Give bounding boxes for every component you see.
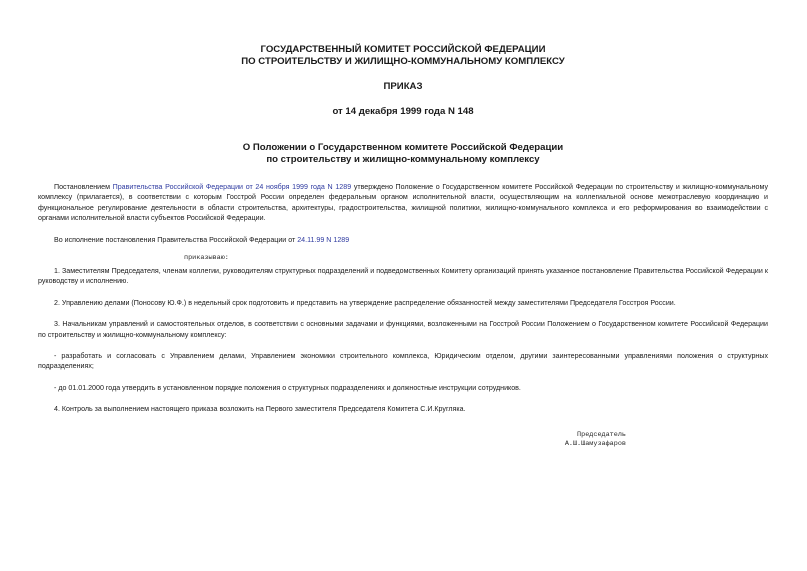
signature-position: Председатель xyxy=(577,430,626,439)
document-header xyxy=(38,44,768,165)
document-type: ПРИКАЗ xyxy=(383,81,423,92)
document-page xyxy=(38,44,768,451)
order-item-2: 2. Управлению делами (Поносову Ю.Ф.) в недельный срок подготовить и представить на утверждение распределение обязанностей между заместителями Председателя Госстроя России. xyxy=(54,298,676,307)
intro-text-pre: Постановлением xyxy=(54,183,113,191)
government-decree-link[interactable]: Правительства Российской Федерации от 24 ноября 1999 года N 1289 xyxy=(112,183,352,191)
orders-word: приказываю: xyxy=(184,254,229,263)
order-item-1: 1. Заместителям Председателя, членам коллегии, руководителям структурных подразделений и подведомственных Комитету организаций принять указанное постановление Правительства Российской Федерации к руководству и исполнению. xyxy=(38,267,768,286)
org-name-line2: ПО СТРОИТЕЛЬСТВУ И ЖИЛИЩНО-КОММУНАЛЬНОМУ КОМПЛЕКСУ xyxy=(241,55,565,67)
org-name-line1: ГОСУДАРСТВЕННЫЙ КОМИТЕТ РОССИЙСКОЙ ФЕДЕРАЦИИ xyxy=(260,44,546,55)
order-item-3: 3. Начальникам управлений и самостоятельных отделов, в соответствии с основными задачами и функциями, возложенными на Госстрой России Положением о Государственном комитете Российской Федерации по строительству и жилищно-коммунальному комплексу: xyxy=(38,320,768,339)
signature-block xyxy=(38,431,768,451)
order-item-4: 4. Контроль за выполнением настоящего приказа возложить на Первого заместителя Председателя Комитета С.И.Кругляка. xyxy=(54,405,466,414)
signature-name: А.Ш.Шамузафаров xyxy=(564,439,626,448)
order-item-3a: - разработать и согласовать с Управлением делами, Управлением экономики строительного комплекса, Юридическим отделом, другими заинтересованными управлениями положения о структурных подразделениях; xyxy=(38,352,768,371)
decree-date-link[interactable]: 24.11.99 N 1289 xyxy=(297,235,350,244)
execution-paragraph xyxy=(38,235,768,245)
document-date: от 14 декабря 1999 года N 148 xyxy=(332,105,474,117)
order-item-3b: - до 01.01.2000 года утвердить в установленном порядке положения о структурных подразделениях и должностные инструкции сотрудников. xyxy=(54,383,521,392)
document-title-line2: по строительству и жилищно-коммунальному комплексу xyxy=(266,153,540,165)
document-title-line1: О Положении о Государственном комитете Российской Федерации xyxy=(242,142,564,153)
intro-paragraph xyxy=(38,182,768,224)
intro-text-post: утверждено Положение о Государственном комитете Российской Федерации по строительству и жилищно-коммунальному комплексу (прилагается), в соответствии с которым Госстрой России определен федеральным органом исполнительной власти, осуществляющим на коллегиальной основе межотраслевую координацию и функциональное регулирование деятельности в области строительства, архитектуры, градостроительства, жилищной политики, жилищно-коммунального комплекса и его реформирования во взаимодействии с органами исполнительной власти субъектов Российской Федерации. xyxy=(38,183,768,223)
execution-text: Во исполнение постановления Правительства Российской Федерации от xyxy=(54,235,298,244)
